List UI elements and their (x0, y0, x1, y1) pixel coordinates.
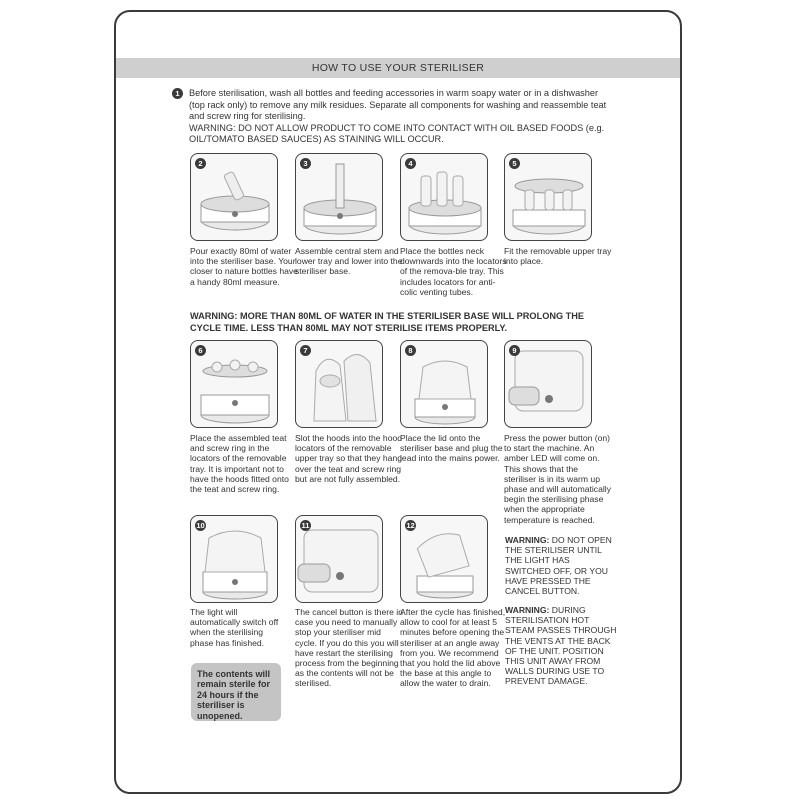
step-6-caption: Place the assembled teat and screw ring in the locators of the removable tray. It is important not to have the hoods fitted onto the teat and screw ring. (190, 433, 289, 495)
step-number: 9 (509, 345, 520, 356)
step-number: 12 (406, 521, 415, 530)
step-4-caption: Place the bottles neck downwards into the locators of the remova-ble tray. This includes locators for anti-colic venting tubes. (400, 246, 507, 297)
step-12-image (400, 515, 488, 603)
step-number: 3 (300, 158, 311, 169)
step-11-caption: The cancel button is there in case you need to manually stop your steriliser mid cycle. If you do this you will have restart the sterilising process from the beginning as the contents will not be sterilised. (295, 607, 403, 689)
step-number: 4 (405, 158, 416, 169)
step-number: 7 (300, 345, 311, 356)
step-12-caption: After the cycle has finished, allow to cool for at least 5 minutes before opening the steriliser at an angle away from you. We recommend that you hold the lid above the base at this angle to allow the water to drain. (400, 607, 506, 689)
step-number: 11 (301, 521, 310, 530)
step-6-image (190, 340, 278, 428)
step-8-image (400, 340, 488, 428)
step-number: 6 (195, 345, 206, 356)
step-1-text: Before sterilisation, wash all bottles and feeding accessories in warm soapy water or in a dishwasher (top rack only) to remove any milk residues. Separate all components for washing and reassemble teat and screw ring for sterilising. (189, 88, 607, 122)
step-10-caption: The light will automatically switch off when the sterilising phase has finished. (190, 607, 279, 648)
step-2-caption: Pour exactly 80ml of water into the steriliser base. Your closer to nature bottles have a handy 80ml measure. (190, 246, 298, 287)
step-number: 10 (196, 521, 205, 530)
step-3-image (295, 153, 383, 241)
step-7-image (295, 340, 383, 428)
water-warning: WARNING: MORE THAN 80ML OF WATER IN THE STERILISER BASE WILL PROLONG THE CYCLE TIME. LESS THAN 80ML MAY NOT STERILISE ITEMS PROPERLY. (190, 311, 585, 333)
step-3-caption: Assemble central stem and lower tray and lower into the steriliser base. (295, 246, 403, 277)
step-1 (176, 88, 616, 146)
step-number: 5 (509, 158, 520, 169)
side-warning-1 (505, 535, 617, 596)
sterile-note: The contents will remain sterile for 24 hours if the steriliser is unopened. (191, 663, 281, 721)
step-10-image (190, 515, 278, 603)
warning-label: WARNING: (505, 535, 550, 545)
step-8-caption: Place the lid onto the steriliser base and plug the lead into the mains power. (400, 433, 503, 464)
step-4-image (400, 153, 488, 241)
warning-text: DO NOT OPEN THE STERILISER UNTIL THE LIGHT HAS SWITCHED OFF, OR YOU HAVE PRESSED THE CANCEL BUTTON. (505, 535, 612, 597)
step-5-image (504, 153, 592, 241)
section-header: HOW TO USE YOUR STERILISER (116, 58, 680, 78)
step-11-image (295, 515, 383, 603)
step-5-caption: Fit the removable upper tray into place. (504, 246, 612, 267)
step-number: 2 (195, 158, 206, 169)
step-9-caption: Press the power button (on) to start the machine. An amber LED will come on. This shows that the steriliser is in its warm up phase and will automatically begin the sterilising phase when the appropriate temperature is reached. (504, 433, 612, 525)
step-number: 8 (405, 345, 416, 356)
warning-label: WARNING: (505, 605, 550, 615)
step-9-image (504, 340, 592, 428)
step-1-warning: WARNING: DO NOT ALLOW PRODUCT TO COME INTO CONTACT WITH OIL BASED FOODS (e.g. OIL/TOMATO BASED SAUCES) AS STAINING WILL OCCUR. (189, 122, 605, 145)
step-7-caption: Slot the hoods into the hood locators of the removable upper tray so that they hang over the teat and screw ring but are not fully assembled. (295, 433, 403, 484)
step-number: 1 (172, 88, 183, 99)
side-warning-2 (505, 605, 617, 687)
warning-text: DURING STERILISATION HOT STEAM PASSES THROUGH THE VENTS AT THE BACK OF THE UNIT. POSITION THIS UNIT AWAY FROM WALLS DURING USE TO PREVENT DAMAGE. (505, 605, 617, 687)
step-2-image (190, 153, 278, 241)
